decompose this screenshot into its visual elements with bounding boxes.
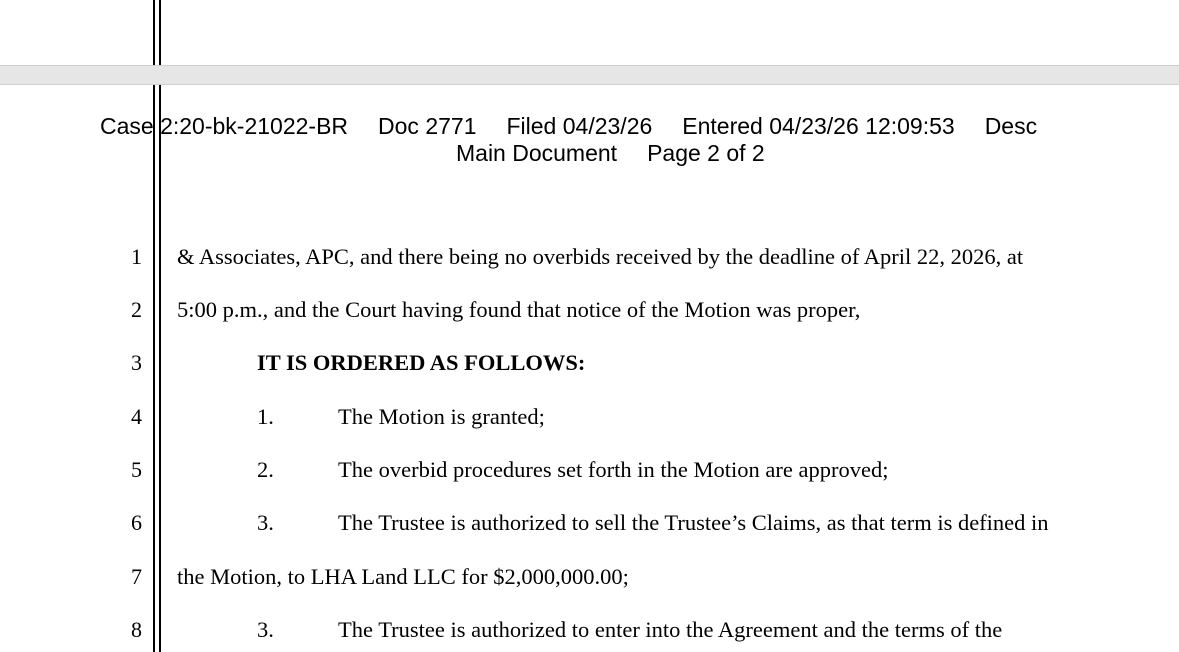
body-line: The overbid procedures set forth in the Motion are approved; <box>338 457 889 482</box>
filing-header-line-2 <box>456 139 765 167</box>
line-number: 5 <box>131 457 142 482</box>
item-number: 3. <box>257 617 274 642</box>
entered-date: Entered 04/23/26 12:09:53 <box>682 113 955 139</box>
line-number: 3 <box>131 350 142 375</box>
main-document-label: Main Document <box>456 140 618 166</box>
page-indicator: Page 2 of 2 <box>647 140 765 166</box>
page-separator <box>0 65 1179 85</box>
line-number: 7 <box>131 564 142 589</box>
line-number: 1 <box>131 244 142 269</box>
item-number: 3. <box>257 510 274 535</box>
margin-rule-left <box>153 0 155 65</box>
item-number: 2. <box>257 457 274 482</box>
body-line: the Motion, to LHA Land LLC for $2,000,000.00; <box>177 564 629 589</box>
body-line: 5:00 p.m., and the Court having found that notice of the Motion was proper, <box>177 297 861 322</box>
body-line: The Trustee is authorized to enter into the Agreement and the terms of the <box>338 617 1003 642</box>
body-line: The Trustee is authorized to sell the Trustee’s Claims, as that term is defined in <box>338 510 1049 535</box>
line-number: 8 <box>131 617 142 642</box>
previous-page <box>0 0 1179 65</box>
desc-label: Desc <box>984 113 1038 139</box>
margin-rule-right <box>159 85 161 652</box>
line-number: 6 <box>131 510 142 535</box>
margin-rule-left <box>153 85 155 652</box>
margin-rule-right <box>159 0 161 65</box>
line-number: 2 <box>131 297 142 322</box>
filed-date: Filed 04/23/26 <box>506 113 653 139</box>
case-number: Case 2:20-bk-21022-BR <box>100 113 349 139</box>
filing-header <box>100 112 1179 140</box>
body-line: The Motion is granted; <box>338 404 545 429</box>
doc-number: Doc 2771 <box>378 113 477 139</box>
line-number: 4 <box>131 404 142 429</box>
item-number: 1. <box>257 404 274 429</box>
body-line: & Associates, APC, and there being no overbids received by the deadline of April 22, 2026, at <box>177 244 1024 269</box>
order-heading: IT IS ORDERED AS FOLLOWS: <box>257 350 586 375</box>
